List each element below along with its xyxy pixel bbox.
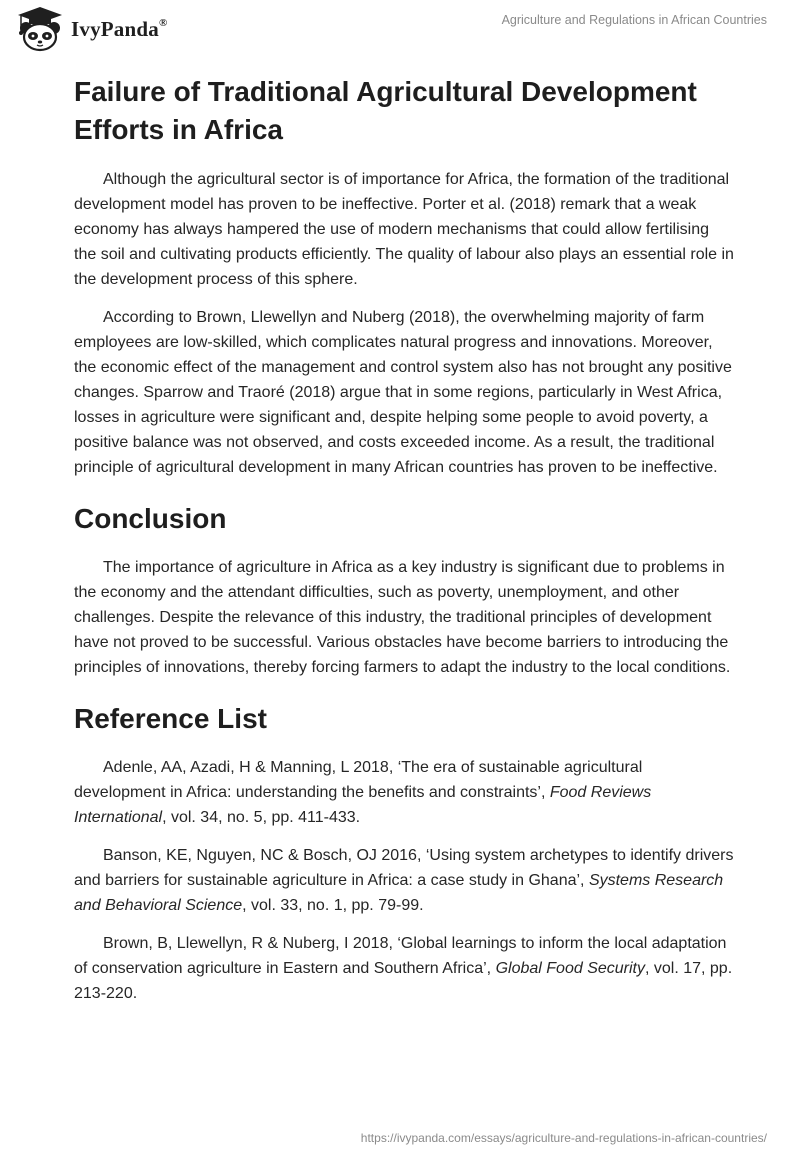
paragraph: According to Brown, Llewellyn and Nuberg (2018), the overwhelming majority of farm employees are low-skilled, which complicates natural progress and innovations. Moreover, the economic effect of the management and control system also has not brought any positive changes. Sparrow and Traoré (2018) argue that in some regions, particularly in West Africa, losses in agriculture were significant and, despite helping some people to avoid poverty, a positive balance was not observed, and costs exceeded income. As a result, the traditional principle of agricultural development in many African countries has proven to be ineffective.	[74, 309, 732, 476]
reference-item: Adenle, AA, Azadi, H & Manning, L 2018, ‘The era of sustainable agricultural development in Africa: understanding the benefits and constraints’, Food Reviews International, vol. 34, no. 5, pp. 411-433.	[74, 759, 652, 826]
document-title: Agriculture and Regulations in African Countries	[501, 13, 767, 27]
paragraph: Although the agricultural sector is of importance for Africa, the formation of the traditional development model has proven to be ineffective. Porter et al. (2018) remark that a weak economy has always hampered the use of modern mechanisms that could allow fertilising the soil and cultivating products efficiently. The quality of labour also plays an essential role in the development process of this sphere.	[74, 171, 734, 288]
panda-graduate-icon	[14, 6, 66, 52]
journal-title: Food Reviews International	[74, 784, 652, 826]
reference-item: Brown, B, Llewellyn, R & Nuberg, I 2018, ‘Global learnings to inform the local adaptation of conservation agriculture in Eastern and Southern Africa’, Global Food Security, vol. 17, pp. 213-220.	[74, 935, 733, 1002]
essay-content	[74, 73, 734, 1019]
journal-title: Global Food Security	[495, 960, 645, 977]
section-heading-references: Reference List	[74, 703, 267, 734]
paragraph: The importance of agriculture in Africa as a key industry is significant due to problems in the economy and the attendant difficulties, such as poverty, unemployment, and other challenges. Despite the relevance of this industry, the traditional principles of development have not proved to be successful. Various obstacles have become barriers to introducing the principles of innovations, thereby forcing farmers to adapt the industry to the local conditions.	[74, 559, 731, 676]
ivypanda-logo[interactable]	[14, 6, 167, 52]
journal-title: Systems Research and Behavioral Science	[74, 872, 724, 914]
brand-name: IvyPanda®	[71, 16, 168, 41]
section-heading-failure: Failure of Traditional Agricultural Development Efforts in Africa	[74, 76, 697, 145]
page-header	[0, 0, 800, 60]
reference-item: Banson, KE, Nguyen, NC & Bosch, OJ 2016, ‘Using system archetypes to identify drivers and barriers for sustainable agriculture in Africa: a case study in Ghana’, Systems Research and Behavioral Science, vol. 33, no. 1, pp. 79-99.	[74, 847, 734, 914]
source-url[interactable]: https://ivypanda.com/essays/agriculture-and-regulations-in-african-countries/	[360, 1131, 767, 1145]
section-heading-conclusion: Conclusion	[74, 503, 227, 534]
